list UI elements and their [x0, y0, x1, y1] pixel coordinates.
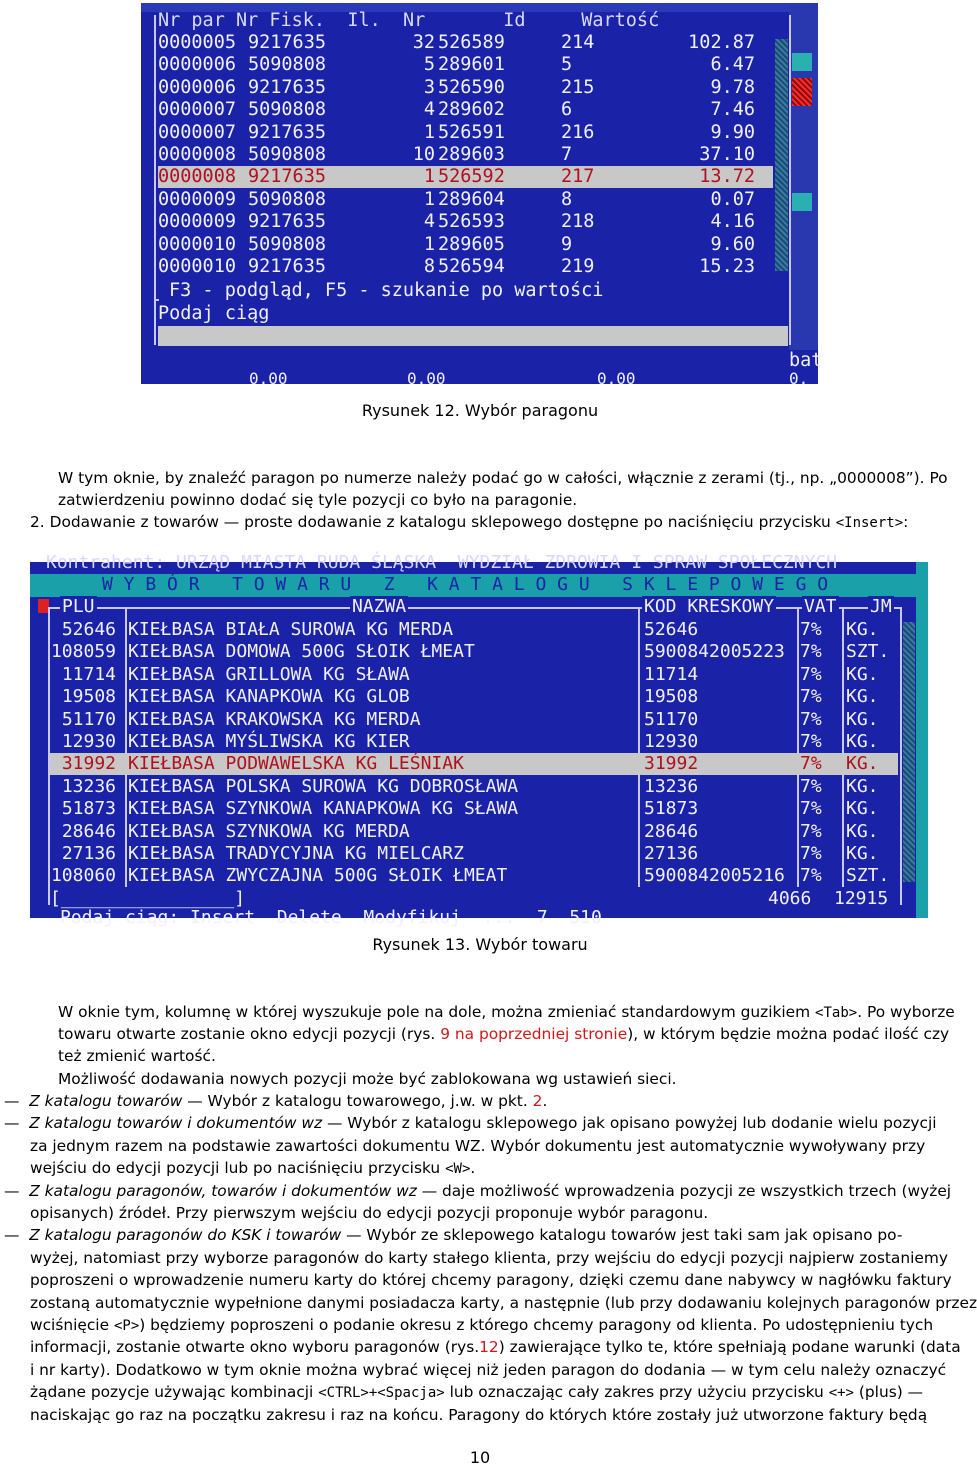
product-cell: 7%	[800, 820, 822, 842]
receipt-cell: 102.87	[688, 32, 755, 53]
product-selection-screenshot	[30, 552, 928, 928]
product-cell: KG.	[846, 619, 879, 640]
item2-line: 2. Dodawanie z towarów — proste dodawanie z katalogu sklepowego dostępne po naciśnięciu przycisku <Insert>:	[30, 513, 909, 531]
receipt-cell: 0000008	[158, 166, 236, 188]
screen1-search-input[interactable]	[158, 326, 788, 346]
product-cell: SZT.	[846, 641, 890, 663]
product-cell: 5900842005216	[644, 865, 785, 887]
column-vat[interactable]: VAT	[804, 596, 837, 617]
product-row[interactable]	[50, 753, 898, 775]
screen2-right-border	[916, 562, 928, 918]
receipt-cell: 0000010	[158, 256, 236, 277]
product-cell: 27136	[644, 843, 699, 864]
receipt-cell: 6	[561, 99, 573, 121]
receipt-cell: 289603	[438, 144, 505, 165]
key-p: <P>	[113, 1318, 140, 1334]
product-row[interactable]	[50, 709, 898, 731]
screen2-count-1: 4066	[768, 888, 812, 909]
receipt-cell: 9217635	[248, 211, 326, 233]
receipt-cell: 9217635	[248, 121, 326, 143]
product-cell: KIEŁBASA SZYNKOWA KG MERDA	[128, 820, 410, 842]
key-plus: <+>	[828, 1385, 854, 1401]
receipt-selection-screenshot	[141, 3, 823, 388]
receipt-cell: 0000008	[158, 144, 236, 165]
bullet-4-line3: poproszeni o wprowadzenie numeru karty do której chcemy paragony, dzięki czemu dane nabywcy w nagłówku faktury	[30, 1271, 952, 1289]
receipt-row[interactable]	[158, 122, 773, 144]
bullet-4-line1: — Z katalogu paragonów do KSK i towarów — Wybór ze sklepowego katalogu towarów jest taki sam jak opisano po-	[4, 1226, 903, 1244]
screen2-count-2: 12915	[834, 888, 889, 909]
product-cell: 11714	[61, 663, 116, 685]
receipt-cell: 5090808	[248, 188, 326, 210]
bullet-4-line5: wciśnięcie <P>) będziemy poproszeni o podanie okresu z którego chcemy paragony od klienta. Po udostępnieniu tych	[30, 1316, 934, 1334]
product-cell: 51170	[644, 708, 699, 730]
bullet-4-title: Z katalogu paragonów do KSK i towarów	[29, 1226, 342, 1244]
receipt-cell: 8	[423, 256, 435, 277]
receipt-cell: 0.07	[710, 188, 755, 210]
page-number: 10	[469, 1448, 491, 1467]
receipt-cell: 289604	[438, 188, 505, 210]
product-row[interactable]	[50, 641, 898, 663]
para1-line1: W tym oknie, by znaleźć paragon po numerze należy podać go w całości, włącznie z zerami (tj., np. „0000008”). Po	[58, 469, 948, 487]
column-jm[interactable]: JM	[870, 596, 892, 617]
product-cell: 51170	[61, 708, 116, 730]
product-cell: 108059	[50, 641, 116, 663]
product-cell: 7%	[800, 619, 822, 640]
product-cell: KG.	[846, 663, 879, 685]
product-cell: KIEŁBASA PODWAWELSKA KG LEŚNIAK	[128, 753, 464, 775]
receipt-cell: 9217635	[248, 76, 326, 98]
receipt-cell: 32	[412, 32, 435, 53]
receipt-cell: 15.23	[699, 256, 755, 277]
product-cell: 7%	[800, 708, 822, 730]
receipt-cell: 1	[423, 233, 435, 255]
link-point-2[interactable]: 2	[532, 1092, 543, 1110]
receipt-row[interactable]	[158, 32, 773, 54]
receipt-cell: 9.60	[710, 233, 755, 255]
receipt-row[interactable]	[158, 211, 773, 233]
product-cell: 12930	[61, 731, 116, 752]
product-cell: 51873	[61, 798, 116, 820]
receipt-cell: 526593	[438, 211, 505, 233]
product-cell: 52646	[61, 619, 116, 640]
receipt-cell: 5090808	[248, 233, 326, 255]
product-cell: 28646	[644, 820, 699, 842]
receipt-cell: 219	[561, 256, 595, 277]
screen1-totals-bar	[141, 350, 823, 388]
bullet-4-line2: wyżej, natomiast przy wyborze paragonów do karty stałego klienta, przy wejściu do edycji pozycji najpierw zostaniemy	[30, 1249, 948, 1267]
bullet-3-line1: — Z katalogu paragonów, towarów i dokumentów wz — daje możliwość wprowadzenia pozycji ze wszystkich trzech (wyżej	[4, 1182, 952, 1200]
screen1-right-marker	[792, 53, 812, 71]
receipt-cell: 5090808	[248, 54, 326, 76]
bullet-2-line3: wejściu do edycji pozycji lub po naciśnięciu przycisku <W>.	[30, 1159, 476, 1177]
receipt-cell: 5	[561, 54, 573, 76]
link-figure-9[interactable]: 9 na poprzedniej stronie	[440, 1025, 628, 1043]
para3-line1: W oknie tym, kolumnę w której wyszukuje pole na dole, można zmieniać standardowym guzikiem <Tab>. Po wyborze	[58, 1003, 955, 1021]
receipt-row[interactable]	[158, 189, 773, 211]
product-row[interactable]	[50, 843, 898, 865]
bullet-4-line4: zostaną automatycznie wypełnione danymi posiadacza karty, a następnie (lub przy dodawaniu kolejnych paragonów przez	[30, 1294, 977, 1312]
receipt-cell: 0000007	[158, 121, 236, 143]
product-cell: 28646	[61, 820, 116, 842]
product-cell: 108060	[50, 865, 116, 887]
receipt-cell: 0000006	[158, 54, 236, 76]
screen1-hint: F3 - podgląd, F5 - szukanie po wartości	[169, 280, 604, 301]
screen2-bottom-text: Podaj ciąg: Insert Delete Modyfikuj ... 7 510	[60, 907, 602, 928]
bullet-2-line1: — Z katalogu towarów i dokumentów wz — Wybór z katalogu sklepowego jak opisano powyżej lub dodanie wielu pozycji	[4, 1114, 937, 1132]
receipt-cell: 8	[561, 188, 573, 210]
product-cell: 12930	[644, 731, 699, 752]
para1-line2: zatwierdzeniu powinno dodać się tyle pozycji co było na paragonie.	[58, 491, 578, 509]
product-cell: 7%	[800, 775, 822, 797]
product-cell: KIEŁBASA KANAPKOWA KG GLOB	[128, 686, 410, 708]
receipt-row[interactable]	[158, 234, 773, 256]
receipt-cell: 526594	[438, 256, 505, 277]
bullet-3-line2: opisanych) źródeł. Przy pierwszym wejściu do edycji pozycji proponuje wybór paragonu.	[30, 1204, 709, 1222]
receipt-cell: 0000007	[158, 99, 236, 121]
receipt-cell: 6.47	[710, 54, 755, 76]
screen1-side-text: bat	[789, 350, 823, 371]
link-figure-12[interactable]: 12	[479, 1338, 499, 1356]
screen1-total-4: 0.	[789, 369, 809, 388]
product-cell: 7%	[800, 798, 822, 820]
product-cell: KIEŁBASA KRAKOWSKA KG MERDA	[128, 708, 421, 730]
product-cell: 11714	[644, 663, 699, 685]
receipt-cell: 526590	[438, 76, 505, 98]
receipt-cell: 289605	[438, 233, 505, 255]
product-cell: 13236	[61, 775, 116, 797]
product-cell: KIEŁBASA BIAŁA SUROWA KG MERDA	[128, 619, 454, 640]
product-row[interactable]	[50, 821, 898, 843]
product-cell: KG.	[846, 775, 879, 797]
receipt-cell: 0000005	[158, 32, 236, 53]
receipt-cell: 0000009	[158, 188, 236, 210]
product-cell: 13236	[644, 775, 699, 797]
product-cell: KIEŁBASA POLSKA SUROWA KG DOBROSŁAWA	[128, 775, 519, 797]
key-w: <W>	[445, 1161, 471, 1177]
receipt-cell: 9.90	[710, 121, 755, 143]
caption-figure-12: Rysunek 12. Wybór paragonu	[361, 401, 599, 420]
key-tab: <Tab>	[815, 1005, 858, 1021]
receipt-cell: 218	[561, 211, 595, 233]
receipt-cell: 37.10	[699, 144, 755, 165]
receipt-cell: 4	[423, 99, 435, 121]
bullet-4-line7: i nr karty). Dodatkowo w tym oknie można wybrać więcej niż jeden paragon do dodania — w tym celu należy oznaczyć	[30, 1361, 947, 1379]
bullet-4-line8: żądane pozycje używając kombinacji <CTRL>+<Spacja> lub oznaczając cały zakres przy użyciu przycisku <+> (plus) —	[30, 1383, 924, 1401]
screen1-right-marker-2	[792, 193, 812, 211]
product-cell: 19508	[61, 686, 116, 708]
bullet-1: — Z katalogu towarów — Wybór z katalogu towarowego, j.w. w pkt. 2.	[4, 1092, 548, 1110]
product-cell: KIEŁBASA ZWYCZAJNA 500G SŁOIK ŁMEAT	[128, 865, 508, 887]
product-cell: 7%	[800, 843, 822, 864]
product-cell: 31992	[644, 753, 699, 775]
product-row[interactable]	[50, 619, 898, 641]
receipt-cell: 13.72	[699, 166, 755, 188]
receipt-cell: 4	[423, 211, 435, 233]
receipt-cell: 526591	[438, 121, 505, 143]
product-row[interactable]	[50, 731, 898, 753]
receipt-cell: 9.78	[710, 76, 755, 98]
receipt-cell: 217	[561, 166, 595, 188]
para3-line3: też zmienić wartość.	[58, 1047, 216, 1065]
item2-key-insert: <Insert>	[835, 515, 904, 531]
product-cell: 7%	[800, 753, 822, 775]
receipt-cell: 5090808	[248, 99, 326, 121]
receipt-cell: 289601	[438, 54, 505, 76]
receipt-cell: 526589	[438, 32, 505, 53]
receipt-cell: 5090808	[248, 144, 326, 165]
product-row[interactable]	[50, 686, 898, 708]
receipt-row[interactable]	[158, 99, 773, 121]
key-ctrl-space: <CTRL>+<Spacja>	[318, 1385, 445, 1401]
screen1-header: Nr par Nr Fisk. Il. Nr Id Wartość	[158, 10, 660, 31]
receipt-cell: 1	[423, 188, 435, 210]
product-cell: 7%	[800, 731, 822, 752]
para3-line2: towaru otwarte zostanie okno edycji pozycji (rys. 9 na poprzedniej stronie), w którym będzie można podać ilość czy	[58, 1025, 950, 1043]
receipt-cell: 9217635	[248, 32, 326, 53]
screen1-frame-right	[789, 15, 791, 345]
receipt-cell: 9217635	[248, 256, 326, 277]
product-cell: KIEŁBASA MYŚLIWSKA KG KIER	[128, 731, 410, 752]
product-row[interactable]	[50, 865, 898, 887]
receipt-row[interactable]	[158, 166, 773, 188]
product-row[interactable]	[50, 798, 898, 820]
product-cell: KG.	[846, 820, 879, 842]
receipt-cell: 1	[423, 121, 435, 143]
product-cell: KIEŁBASA DOMOWA 500G SŁOIK ŁMEAT	[128, 641, 475, 663]
product-cell: 5900842005223	[644, 641, 785, 663]
receipt-cell: 7.46	[710, 99, 755, 121]
para4: Możliwość dodawania nowych pozycji może być zablokowana wg ustawień sieci.	[58, 1070, 677, 1088]
screen2-scrollbar[interactable]	[903, 622, 915, 882]
product-cell: 7%	[800, 663, 822, 685]
product-cell: KG.	[846, 843, 879, 864]
receipt-cell: 526592	[438, 166, 505, 188]
screen1-frame-left	[154, 15, 156, 345]
product-cell: KIEŁBASA SZYNKOWA KANAPKOWA KG SŁAWA	[128, 798, 519, 820]
product-cell: 7%	[800, 865, 822, 887]
product-cell: 31992	[61, 753, 116, 775]
screen2-top-text: Kontrahent: URZĄD MIASTA RUDA ŚLĄSKA WYDZIAŁ ZDROWIA I SPRAW SPOŁECZNYCH	[46, 552, 838, 573]
bullet-2-title: Z katalogu towarów i dokumentów wz	[29, 1114, 323, 1132]
receipt-row[interactable]	[158, 144, 773, 166]
product-cell: 7%	[800, 686, 822, 708]
caption-figure-13: Rysunek 13. Wybór towaru	[372, 935, 588, 954]
product-cell: 19508	[644, 686, 699, 708]
screen2-search-field[interactable]: [________________]	[50, 888, 246, 909]
product-row[interactable]	[50, 776, 898, 798]
product-row[interactable]	[50, 664, 898, 686]
screen1-total-1: 0.00	[249, 369, 288, 388]
product-cell: KIEŁBASA TRADYCYJNA KG MIELCARZ	[128, 843, 464, 864]
screen1-red-marker	[792, 78, 812, 106]
receipt-cell: 9	[561, 233, 573, 255]
receipt-cell: 7	[561, 144, 573, 165]
receipt-cell: 9217635	[248, 166, 326, 188]
column-kod-kreskowy[interactable]: KOD KRESKOWY	[644, 596, 775, 617]
item2-number: 2.	[30, 513, 45, 531]
receipt-row[interactable]	[158, 77, 773, 99]
receipt-cell: 215	[561, 76, 595, 98]
column-plu[interactable]: PLU	[62, 596, 95, 617]
product-cell: SZT.	[846, 865, 890, 887]
screen1-total-3: 0.00	[597, 369, 636, 388]
receipt-cell: 4.16	[710, 211, 755, 233]
receipt-row[interactable]	[158, 54, 773, 76]
screen1-total-2: 0.00	[407, 369, 446, 388]
column-nazwa[interactable]: NAZWA	[352, 596, 407, 617]
receipt-row[interactable]	[158, 256, 773, 278]
receipt-cell: 214	[561, 32, 595, 53]
product-cell: 51873	[644, 798, 699, 820]
screen1-scrollbar[interactable]	[775, 39, 788, 271]
item2-text: Dodawanie z towarów — proste dodawanie z katalogu sklepowego dostępne po naciśnięciu przycisku	[49, 513, 831, 531]
receipt-cell: 0000010	[158, 233, 236, 255]
receipt-cell: 289602	[438, 99, 505, 121]
receipt-cell: 0000009	[158, 211, 236, 233]
product-cell: KIEŁBASA GRILLOWA KG SŁAWA	[128, 663, 410, 685]
bullet-3-title: Z katalogu paragonów, towarów i dokumentów wz	[29, 1182, 417, 1200]
receipt-cell: 10	[412, 144, 435, 165]
product-cell: 52646	[644, 619, 699, 640]
bullet-4-line9: naciskając go raz na początku zakresu i raz na końcu. Paragony do których które zostały już utworzone faktury będą	[30, 1406, 928, 1424]
receipt-cell: 1	[423, 166, 435, 188]
receipt-cell: 5	[423, 54, 435, 76]
receipt-cell: 3	[423, 76, 435, 98]
bullet-1-title: Z katalogu towarów	[29, 1092, 183, 1110]
bullet-4-line6: informacji, zostanie otwarte okno wyboru paragonów (rys.12) zawierające tylko te, które spełniają podane warunki (data	[30, 1338, 961, 1356]
product-cell: KG.	[846, 731, 879, 752]
product-cell: 7%	[800, 641, 822, 663]
product-cell: KG.	[846, 798, 879, 820]
screen1-prompt: Podaj ciąg	[158, 303, 270, 324]
bullet-2-line2: za jednym razem na podstawie zawartości dokumentu WZ. Wybór dokumentu jest automatycznie wywoływany przy	[30, 1137, 926, 1155]
screen2-title: W Y B Ó R T O W A R U Z K A T A L O G U S K L E P O W E G O	[102, 574, 829, 595]
product-cell: 27136	[61, 843, 116, 864]
receipt-cell: 0000006	[158, 76, 236, 98]
product-cell: KG.	[846, 708, 879, 730]
receipt-cell: 216	[561, 121, 595, 143]
product-cell: KG.	[846, 753, 879, 775]
product-cell: KG.	[846, 686, 879, 708]
